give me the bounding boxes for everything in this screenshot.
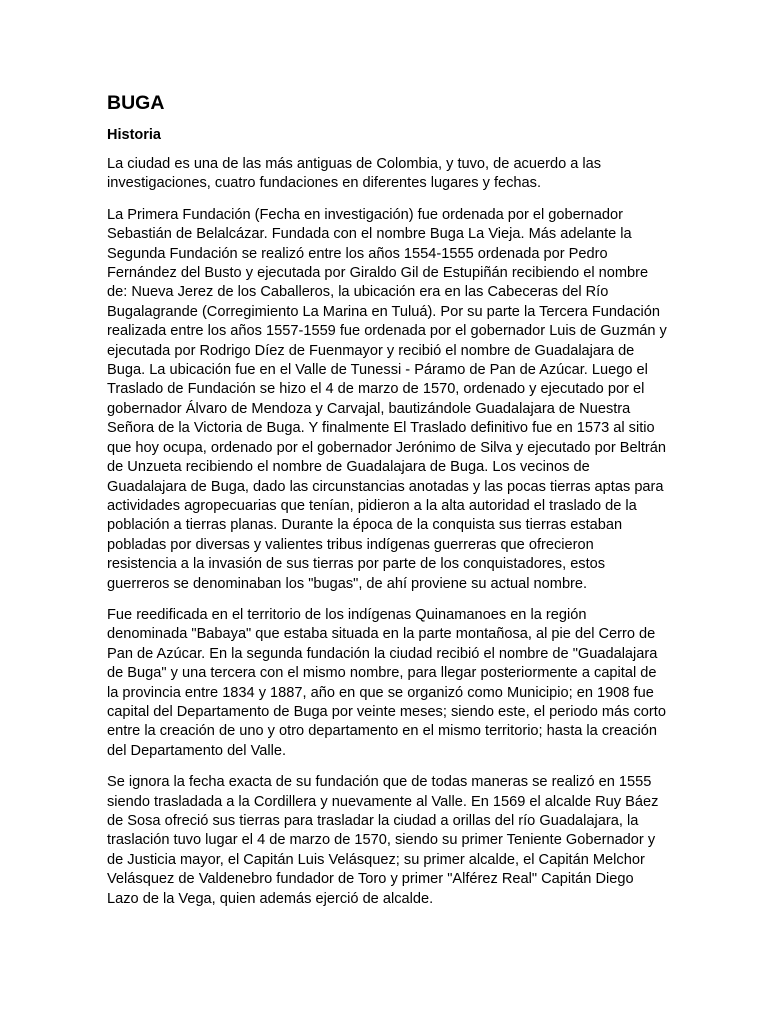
page-title: BUGA [107,92,165,114]
section-heading: Historia [107,127,161,143]
paragraph-intro: La ciudad es una de las más antiguas de Colombia, y tuvo, de acuerdo a las investigaciones, cuatro fundaciones en diferentes lugares y fechas. [107,156,602,192]
paragraph-reedificacion: Fue reedificada en el territorio de los indígenas Quinamanoes en la región denominada "Babaya" que estaba situada en la parte montañosa, al pie del Cerro de Pan de Azúcar. En la segunda fundación la ciudad recibió el nombre de "Guadalajara de Buga" y una tercera con el mismo nombre, para llegar posteriormente a capital de la provincia entre 1834 y 1887, año en que se organizó como Municipio; en 1908 fue capital del Departamento de Buga por veinte meses; siendo este, el periodo más corto entre la creación de uno y otro departamento en el mismo territorio; hasta la creación del Departamento del Valle. [107,606,666,759]
paragraph-traslado: Se ignora la fecha exacta de su fundación que de todas maneras se realizó en 1555 siendo trasladada a la Cordillera y nuevamente al Valle. En 1569 el alcalde Ruy Báez de Sosa ofreció sus tierras para trasladar la ciudad a orillas del río Guadalajara, la traslación tuvo lugar el 4 de marzo de 1570, siendo su primer Teniente Gobernador y de Justicia mayor, el Capitán Luis Velásquez; su primer alcalde, el Capitán Melchor Velásquez de Valdenebro fundador de Toro y primer "Alférez Real" Capitán Diego Lazo de la Vega, quien además ejerció de alcalde. [107,774,659,907]
document-body [107,91,667,921]
paragraph-fundaciones: La Primera Fundación (Fecha en investigación) fue ordenada por el gobernador Sebastián de Belalcázar. Fundada con el nombre Buga La Vieja. Más adelante la Segunda Fundación se realizó entre los años 1554-1555 ordenada por Pedro Fernández del Busto y ejecutada por Giraldo Gil de Estupiñán recibiendo el nombre de: Nueva Jerez de los Caballeros, la ubicación era en las Cabeceras del Río Bugalagrande (Corregimiento La Marina en Tuluá). Por su parte la Tercera Fundación realizada entre los años 1557-1559 fue ordenada por el gobernador Luis de Guzmán y ejecutada por Rodrigo Díez de Fuenmayor y recibió el nombre de Guadalajara de Buga. La ubicación fue en el Valle de Tunessi - Páramo de Pan de Azúcar. Luego el Traslado de Fundación se hizo el 4 de marzo de 1570, ordenado y ejecutado por el gobernador Álvaro de Mendoza y Carvajal, bautizándole Guadalajara de Nuestra Señora de la Victoria de Buga. Y finalmente El Traslado definitivo fue en 1573 al sitio que hoy ocupa, ordenado por el gobernador Jerónimo de Silva y ejecutado por Beltrán de Unzueta recibiendo el nombre de Guadalajara de Buga. Los vecinos de Guadalajara de Buga, dado las circunstancias anotadas y las pocas tierras aptas para actividades agropecuarias que tenían, pidieron a la alta autoridad el traslado de la población a tierras planas. Durante la época de la conquista sus tierras estaban pobladas por diversas y valientes tribus indígenas guerreras que ofrecieron resistencia a la invasión de sus tierras por parte de los conquistadores, estos guerreros se denominaban los "bugas", de ahí proviene su actual nombre. [107,206,667,592]
